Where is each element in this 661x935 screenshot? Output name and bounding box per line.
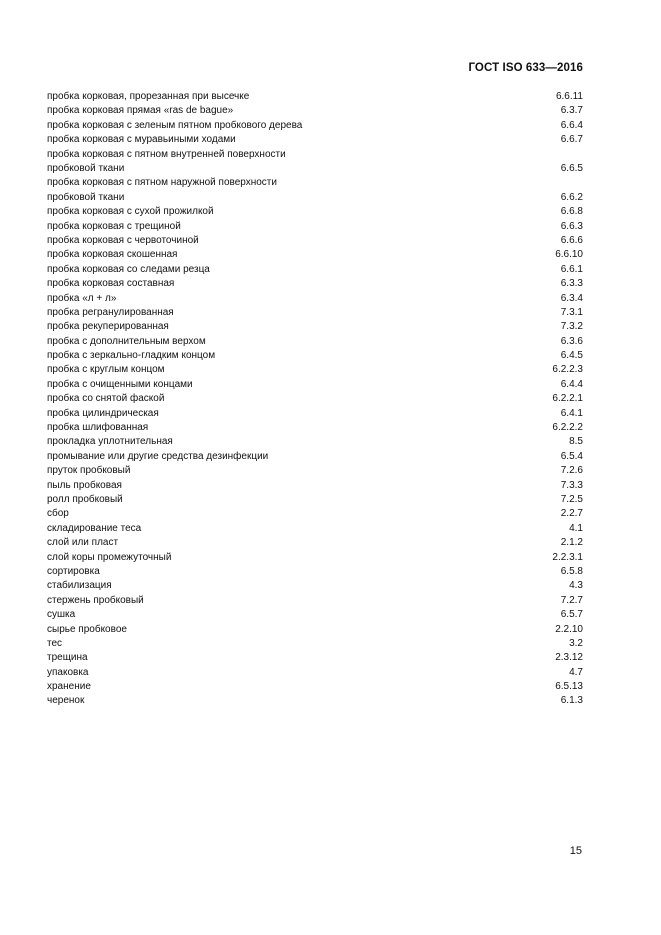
index-entry — [47, 479, 583, 493]
index-term: пробка со снятой фаской — [47, 393, 165, 405]
index-reference: 6.1.3 — [560, 695, 583, 707]
index-entry — [47, 277, 583, 291]
index-entry — [47, 421, 583, 435]
index-entry — [47, 234, 583, 248]
index-term: пробка «л + л» — [47, 292, 117, 304]
index-term: пробка корковая с трещиной — [47, 220, 181, 232]
index-entry — [47, 608, 583, 622]
index-reference: 7.3.2 — [560, 321, 583, 333]
index-reference: 7.2.5 — [560, 493, 583, 505]
index-entry — [47, 666, 583, 680]
index-term: пробка с очищенными концами — [47, 378, 193, 390]
index-term: пробка корковая со следами резца — [47, 263, 210, 275]
index-term — [47, 148, 286, 177]
index-term: черенок — [47, 695, 85, 707]
index-term-line: пробка корковая с пятном наружной поверхности — [47, 177, 277, 189]
index-term: хранение — [47, 681, 91, 693]
page-number: 15 — [569, 845, 582, 857]
index-term: сырье пробковое — [47, 623, 127, 635]
index-reference: 7.3.3 — [560, 479, 583, 491]
index-reference: 4.1 — [569, 522, 583, 534]
index-reference: 2.2.3.1 — [552, 551, 583, 563]
index-reference: 2.3.12 — [555, 652, 583, 664]
index-reference: 6.5.4 — [560, 450, 583, 462]
index-term: сушка — [47, 609, 76, 621]
index-entry — [47, 104, 583, 118]
index-reference: 6.6.11 — [555, 90, 583, 102]
index-term: сортировка — [47, 565, 100, 577]
index-term: пробка с зеркально-гладким концом — [47, 350, 216, 362]
index-reference: 6.6.8 — [560, 206, 583, 218]
index-reference: 2.2.10 — [555, 623, 583, 635]
index-term: пробка регранулированная — [47, 306, 174, 318]
index-term: пробка рекуперированная — [47, 321, 169, 333]
index-reference: 6.6.6 — [560, 234, 583, 246]
index-reference: 6.6.3 — [560, 220, 583, 232]
index-entry — [47, 292, 583, 306]
index-reference: 6.3.6 — [560, 335, 583, 347]
index-entry — [47, 694, 583, 708]
index-entry — [47, 176, 583, 205]
index-reference: 6.4.4 — [560, 378, 583, 390]
index-reference: 7.3.1 — [560, 306, 583, 318]
index-entry — [47, 579, 583, 593]
index-reference: 6.5.7 — [560, 609, 583, 621]
index-term-line: пробковой ткани — [47, 191, 125, 203]
index-term: промывание или другие средства дезинфекции — [47, 450, 269, 462]
index-entry — [47, 651, 583, 665]
index-reference: 6.5.8 — [560, 565, 583, 577]
index-entry — [47, 263, 583, 277]
index-entry — [47, 594, 583, 608]
index-reference: 6.6.2 — [560, 191, 583, 203]
index-term: упаковка — [47, 666, 89, 678]
index-term: складирование теса — [47, 522, 142, 534]
index-reference: 2.1.2 — [560, 537, 583, 549]
index-reference: 6.6.4 — [560, 119, 583, 131]
index-reference: 6.5.13 — [555, 681, 583, 693]
index-entry — [47, 464, 583, 478]
index-entry — [47, 637, 583, 651]
index-entry — [47, 392, 583, 406]
index-term: пробка корковая с зеленым пятном пробкового дерева — [47, 119, 303, 131]
index-reference: 3.2 — [569, 637, 583, 649]
index-reference: 6.3.7 — [560, 105, 583, 117]
index-term: пробка шлифованная — [47, 422, 149, 434]
index-reference: 4.3 — [569, 580, 583, 592]
index-term: слой коры промежуточный — [47, 551, 172, 563]
index-term: пробка цилиндрическая — [47, 407, 159, 419]
index-term-line: пробковой ткани — [47, 162, 125, 174]
index-term: трещина — [47, 652, 88, 664]
index-term: ролл пробковый — [47, 493, 123, 505]
index-entry — [47, 680, 583, 694]
index-entry — [47, 220, 583, 234]
index-entry — [47, 335, 583, 349]
index-entry — [47, 407, 583, 421]
index-term-line: пробка корковая с пятном внутренней поверхности — [47, 148, 286, 160]
index-term: пробка корковая, прорезанная при высечке — [47, 90, 250, 102]
index-entry — [47, 90, 583, 104]
index-reference: 6.3.4 — [560, 292, 583, 304]
index-term — [47, 176, 277, 205]
index-term: стабилизация — [47, 580, 112, 592]
index-reference: 6.3.3 — [560, 278, 583, 290]
index-entry — [47, 306, 583, 320]
alphabetical-index — [47, 90, 583, 709]
index-term: пробка с дополнительным верхом — [47, 335, 206, 347]
index-entry — [47, 378, 583, 392]
index-term: прокладка уплотнительная — [47, 436, 173, 448]
index-term: тес — [47, 637, 63, 649]
index-reference: 6.2.2.2 — [552, 422, 583, 434]
index-reference: 2.2.7 — [560, 508, 583, 520]
index-entry — [47, 133, 583, 147]
index-term: стержень пробковый — [47, 594, 144, 606]
index-reference: 6.4.5 — [560, 350, 583, 362]
index-entry — [47, 565, 583, 579]
index-term: пробка корковая с червоточиной — [47, 234, 199, 246]
index-reference: 6.2.2.3 — [552, 364, 583, 376]
index-reference: 7.2.6 — [560, 465, 583, 477]
index-term: пробка корковая с сухой прожилкой — [47, 206, 214, 218]
index-reference: 7.2.7 — [560, 594, 583, 606]
index-entry — [47, 551, 583, 565]
index-term: пробка корковая скошенная — [47, 249, 178, 261]
index-reference: 4.7 — [569, 666, 583, 678]
index-reference: 6.6.1 — [560, 263, 583, 275]
index-entry — [47, 205, 583, 219]
index-entry — [47, 119, 583, 133]
index-entry — [47, 493, 583, 507]
index-term: слой или пласт — [47, 537, 119, 549]
index-entry — [47, 363, 583, 377]
index-entry — [47, 349, 583, 363]
index-reference: 8.5 — [569, 436, 583, 448]
index-reference: 6.4.1 — [560, 407, 583, 419]
index-reference: 6.6.5 — [560, 162, 583, 174]
index-term: пробка корковая прямая «ras de bague» — [47, 105, 234, 117]
index-reference: 6.6.7 — [560, 134, 583, 146]
standard-designation: ГОСТ ISO 633—2016 — [468, 62, 583, 74]
index-entry — [47, 522, 583, 536]
index-entry — [47, 536, 583, 550]
index-term: пробка корковая с муравьиными ходами — [47, 134, 236, 146]
index-entry — [47, 248, 583, 262]
index-term: сбор — [47, 508, 69, 520]
index-entry — [47, 320, 583, 334]
index-entry — [47, 507, 583, 521]
index-entry — [47, 148, 583, 177]
index-term: пруток пробковый — [47, 465, 131, 477]
index-term: пробка корковая составная — [47, 278, 175, 290]
index-reference: 6.6.10 — [555, 249, 583, 261]
index-term: пробка с круглым концом — [47, 364, 165, 376]
index-entry — [47, 623, 583, 637]
index-entry — [47, 435, 583, 449]
index-reference: 6.2.2.1 — [552, 393, 583, 405]
index-term: пыль пробковая — [47, 479, 122, 491]
index-entry — [47, 450, 583, 464]
